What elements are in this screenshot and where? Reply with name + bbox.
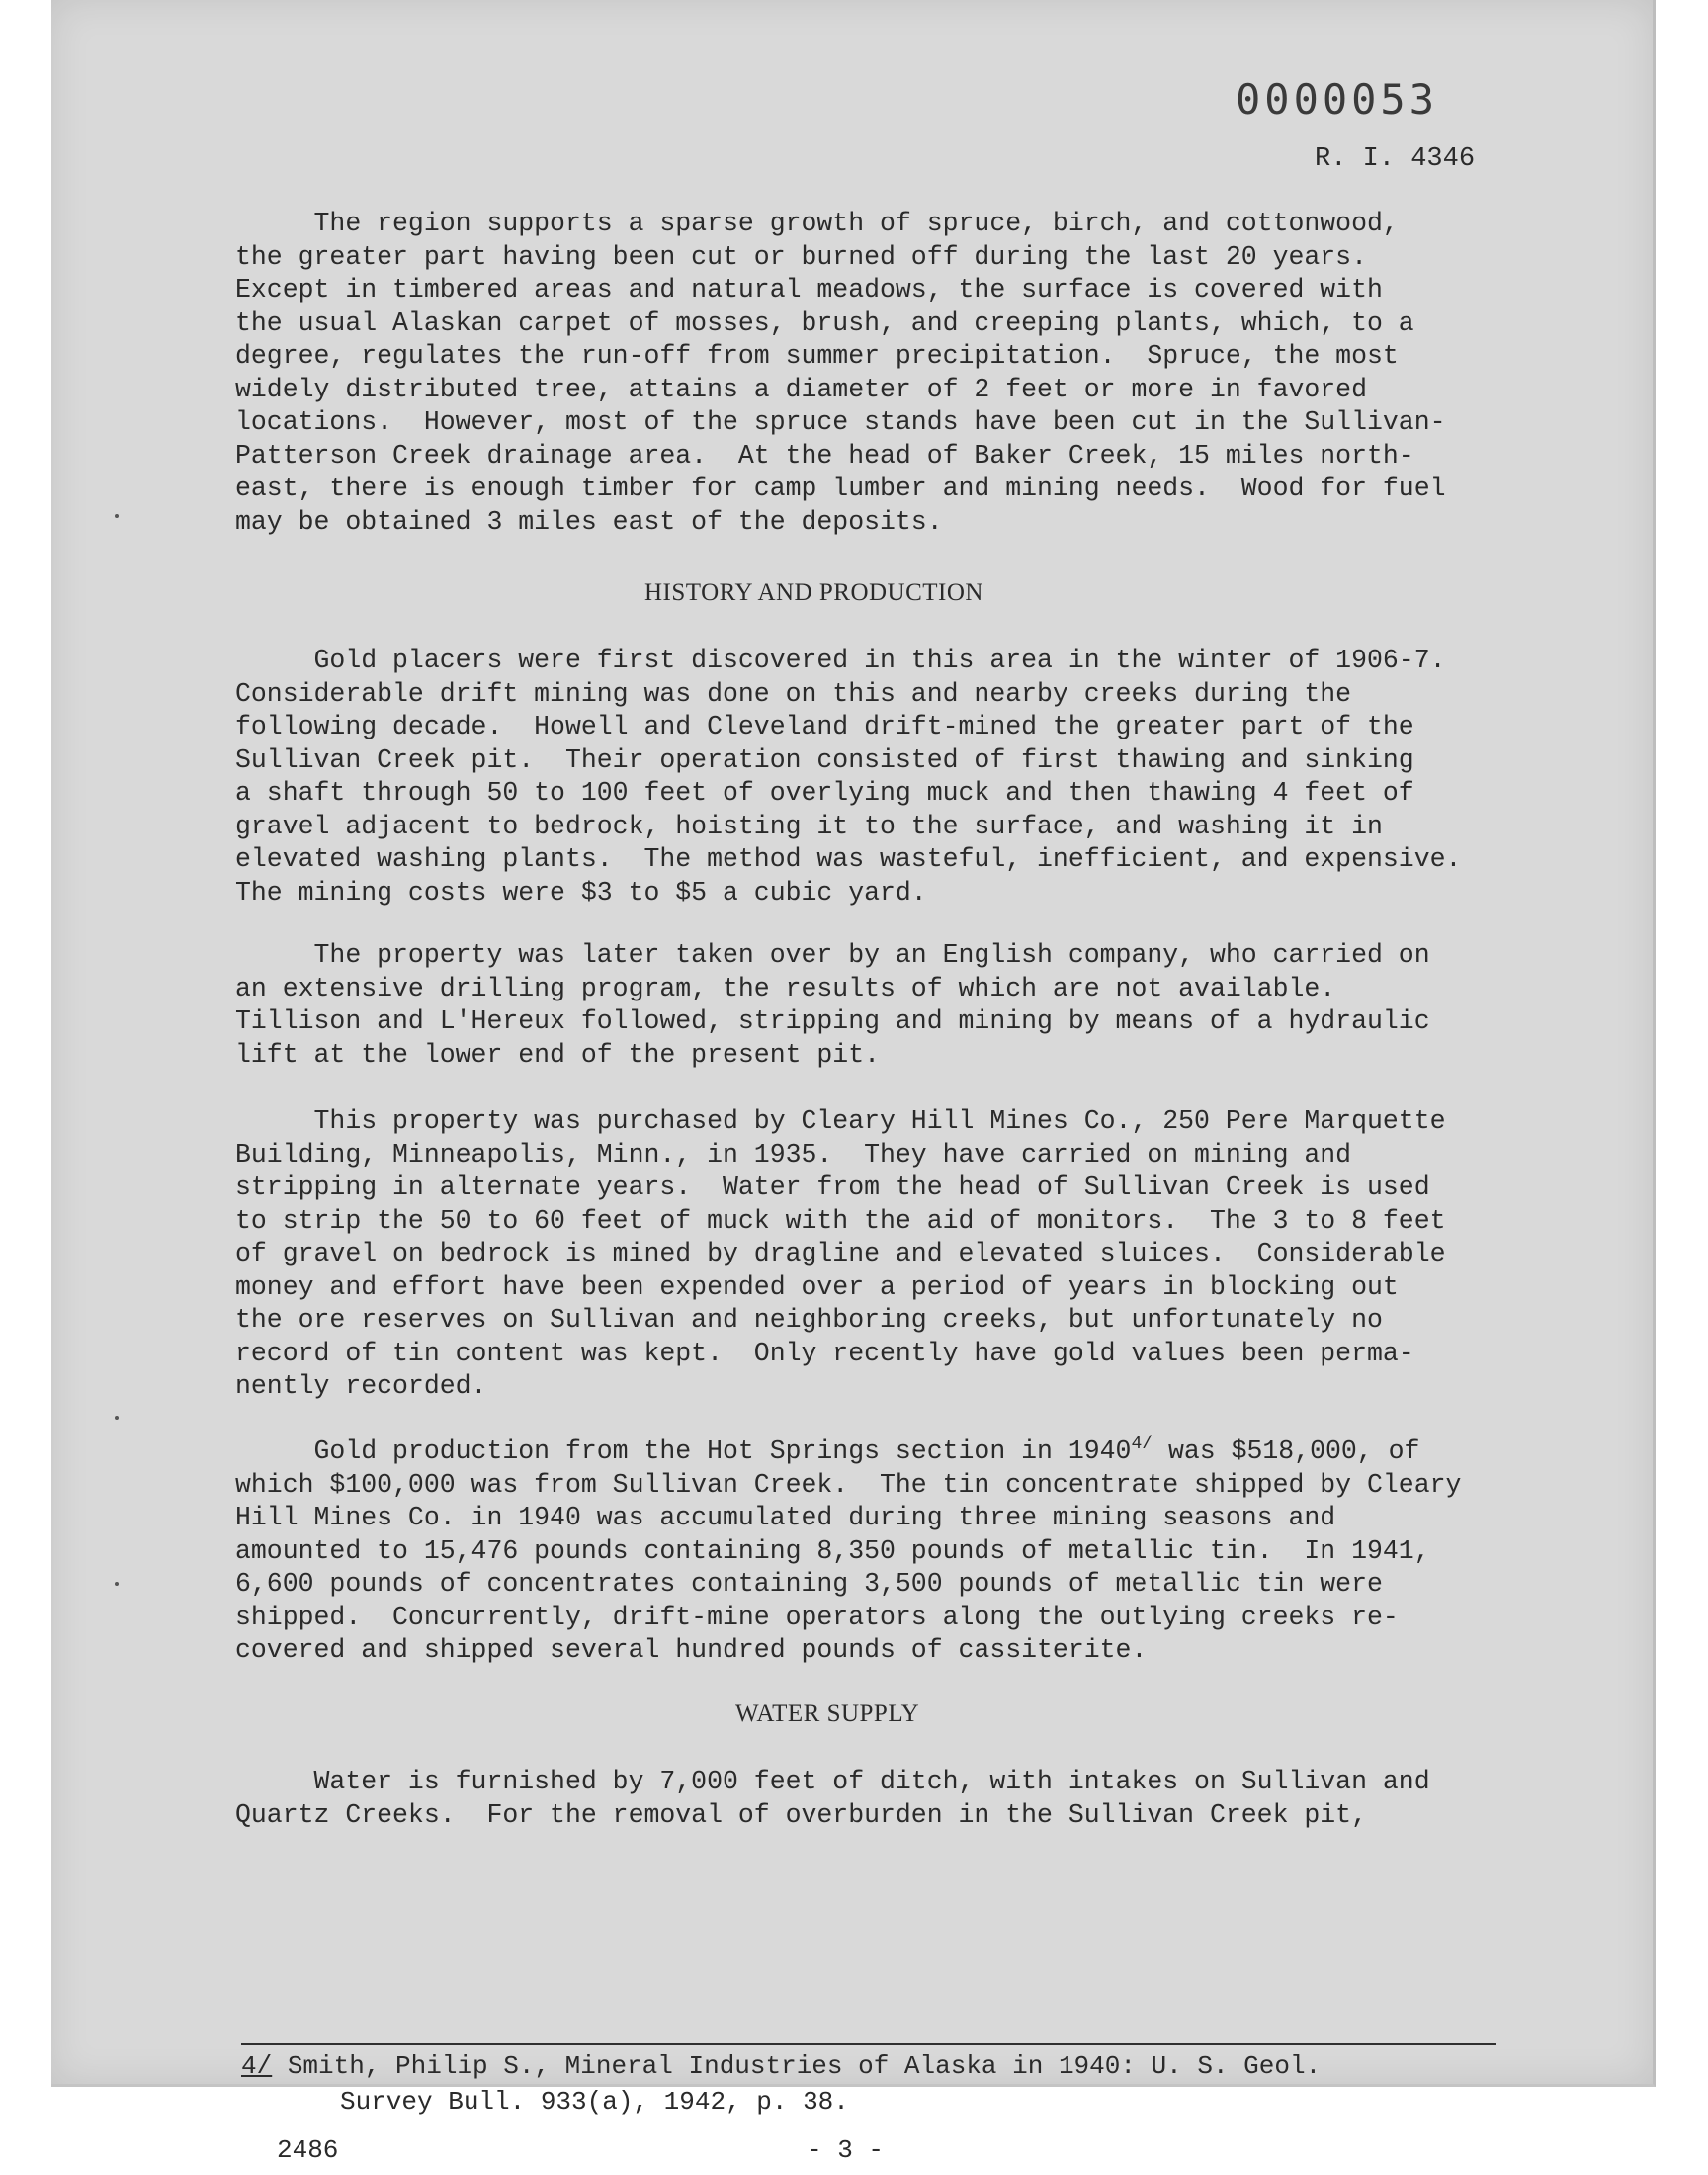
water-supply-line: Water is furnished by 7,000 feet of ditch, with intakes on Sullivan and [235, 1767, 1430, 1796]
history-cleary-hill-line: to strip the 50 to 60 feet of muck with the aid of monitors. The 3 to 8 feet [235, 1205, 1446, 1236]
production-first-line [235, 1436, 1540, 1469]
heading-water-supply: WATER SUPPLY [735, 1700, 920, 1727]
scan-speck [115, 1416, 119, 1420]
heading-history-and-production: HISTORY AND PRODUCTION [644, 579, 983, 606]
vegetation-line: the usual Alaskan carpet of mosses, brush, and creeping plants, which, to a [235, 307, 1414, 338]
footnote-reference: 4/ [1131, 1435, 1153, 1455]
production-line: covered and shipped several hundred pounds of cassiterite. [235, 1635, 1148, 1665]
vegetation-line: Patterson Creek drainage area. At the head of Baker Creek, 15 miles north- [235, 440, 1414, 471]
page-number: - 3 - [807, 2135, 885, 2165]
history-discovery-line: following decade. Howell and Cleveland drift-mined the greater part of the [235, 712, 1414, 741]
footnote [241, 2048, 1321, 2120]
paragraph-water-supply [235, 1766, 1540, 1832]
production-line-start: Gold production from the Hot Springs section in 1940 [235, 1436, 1132, 1466]
vegetation-line: locations. However, most of the spruce stands have been cut in the Sullivan- [235, 407, 1446, 437]
vegetation-line: may be obtained 3 miles east of the deposits. [235, 506, 943, 537]
footnote-line-1: Smith, Philip S., Mineral Industries of Alaska in 1940: U. S. Geol. [272, 2051, 1322, 2081]
history-cleary-hill-line: record of tin content was kept. Only recently have gold values been perma- [235, 1338, 1414, 1368]
production-line-end: was $518,000, of [1153, 1436, 1420, 1466]
history-english-company-line: Tillison and L'Hereux followed, stripping and mining by means of a hydraulic [235, 1006, 1430, 1036]
footnote-marker: 4/ [241, 2051, 273, 2081]
history-cleary-hill-line: Building, Minneapolis, Minn., in 1935. They have carried on mining and [235, 1139, 1352, 1170]
report-id: R. I. 4346 [1315, 144, 1476, 174]
history-cleary-hill-line: money and effort have been expended over a period of years in blocking out [235, 1271, 1399, 1302]
history-english-company-line: an extensive drilling program, the results of which are not available. [235, 973, 1336, 1003]
history-discovery-line: gravel adjacent to bedrock, hoisting it to the surface, and washing it in [235, 811, 1383, 841]
paragraph-history-discovery [235, 645, 1540, 910]
vegetation-line: the greater part having been cut or burned off during the last 20 years. [235, 241, 1367, 272]
history-discovery-line: The mining costs were $3 to $5 a cubic yard. [235, 877, 927, 908]
footer-code: 2486 [277, 2135, 339, 2165]
vegetation-line: The region supports a sparse growth of spruce, birch, and cottonwood, [235, 209, 1399, 238]
history-english-company-line: The property was later taken over by an English company, who carried on [235, 940, 1430, 970]
vegetation-line: Except in timbered areas and natural meadows, the surface is covered with [235, 275, 1383, 304]
history-discovery-line: elevated washing plants. The method was wasteful, inefficient, and expensive. [235, 844, 1462, 874]
production-line: shipped. Concurrently, drift-mine operators along the outlying creeks re- [235, 1602, 1399, 1632]
history-cleary-hill-line: This property was purchased by Cleary Hill Mines Co., 250 Pere Marquette [235, 1106, 1446, 1136]
paragraph-vegetation [235, 208, 1540, 539]
history-english-company-line: lift at the lower end of the present pit. [235, 1039, 881, 1070]
document-number-stamp: 0000053 [1236, 75, 1439, 124]
scan-speck [115, 514, 119, 518]
history-discovery-line: a shaft through 50 to 100 feet of overlying muck and then thawing 4 feet of [235, 778, 1414, 808]
vegetation-line: east, there is enough timber for camp lumber and mining needs. Wood for fuel [235, 474, 1446, 503]
history-cleary-hill-line: stripping in alternate years. Water from the head of Sullivan Creek is used [235, 1173, 1430, 1202]
paragraph-history-cleary-hill [235, 1105, 1540, 1404]
production-line: amounted to 15,476 pounds containing 8,350 pounds of metallic tin. In 1941, [235, 1535, 1430, 1566]
scan-speck [115, 1582, 119, 1586]
production-line: which $100,000 was from Sullivan Creek. The tin concentrate shipped by Cleary [235, 1469, 1462, 1500]
paragraph-history-english-company [235, 939, 1540, 1072]
vegetation-line: widely distributed tree, attains a diameter of 2 feet or more in favored [235, 374, 1367, 404]
production-line: 6,600 pounds of concentrates containing 3,500 pounds of metallic tin were [235, 1569, 1383, 1599]
production-line: Hill Mines Co. in 1940 was accumulated during three mining seasons and [235, 1503, 1336, 1532]
paragraph-gold-production [235, 1436, 1540, 1668]
history-discovery-line: Sullivan Creek pit. Their operation consisted of first thawing and sinking [235, 744, 1414, 775]
vegetation-line: degree, regulates the run-off from summer precipitation. Spruce, the most [235, 341, 1399, 371]
footnote-line-2: Survey Bull. 933(a), 1942, p. 38. [340, 2087, 849, 2117]
production-remaining-lines [235, 1469, 1540, 1668]
history-cleary-hill-line: of gravel on bedrock is mined by dragline and elevated sluices. Considerable [235, 1239, 1446, 1268]
water-supply-line: Quartz Creeks. For the removal of overburden in the Sullivan Creek pit, [235, 1799, 1367, 1830]
history-discovery-line: Considerable drift mining was done on this and nearby creeks during the [235, 678, 1352, 709]
footnote-divider [241, 2043, 1496, 2044]
history-discovery-line: Gold placers were first discovered in this area in the winter of 1906-7. [235, 646, 1446, 675]
history-cleary-hill-line: nently recorded. [235, 1371, 487, 1401]
history-cleary-hill-line: the ore reserves on Sullivan and neighboring creeks, but unfortunately no [235, 1305, 1383, 1335]
